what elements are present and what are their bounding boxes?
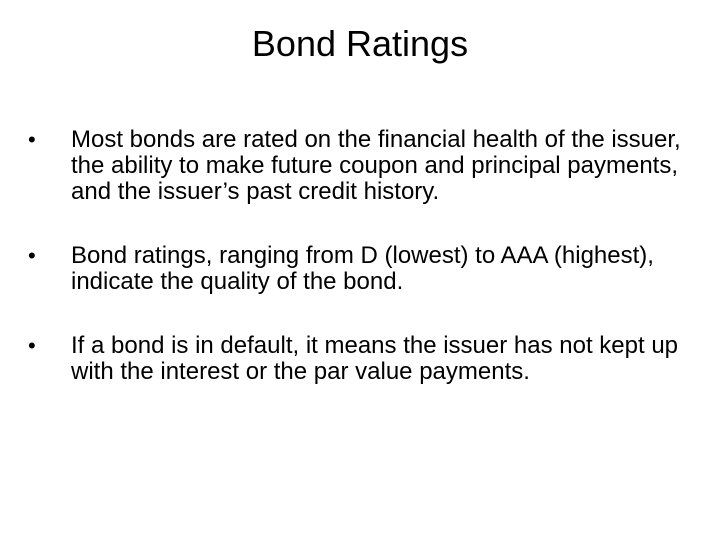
bullet-marker: • (28, 127, 36, 152)
bullet-item (28, 127, 694, 205)
bullet-item (28, 243, 694, 295)
bullet-marker: • (28, 333, 36, 358)
bullet-text: Bond ratings, ranging from D (lowest) to AAA (highest), indicate the quality of the bond. (71, 242, 654, 295)
bullet-text: Most bonds are rated on the financial health of the issuer, the ability to make future coupon and principal payments, and the issuer’s past credit history. (71, 126, 681, 205)
slide-title: Bond Ratings (251, 23, 469, 64)
bullet-list (28, 127, 694, 385)
bullet-marker: • (28, 243, 36, 268)
bullet-text: If a bond is in default, it means the issuer has not kept up with the interest or the par value payments. (71, 332, 679, 385)
bullet-item (28, 333, 694, 385)
